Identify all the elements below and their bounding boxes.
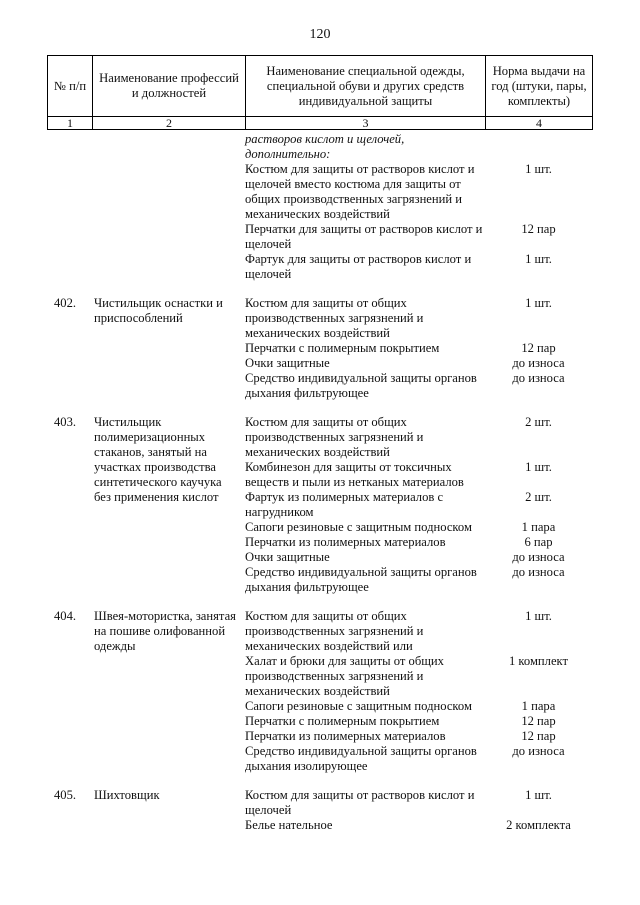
equipment-norm: до износа xyxy=(512,356,565,370)
equipment-list xyxy=(245,609,592,774)
equipment-item xyxy=(245,520,592,535)
equipment-norm: 12 пар xyxy=(521,714,556,728)
equipment-name: Средство индивидуальной защиты органов дыхания изолирующее xyxy=(245,744,477,773)
row-number: 402. xyxy=(54,296,77,310)
table-row xyxy=(47,788,592,833)
header-col-profession: Наименование профессий и должностей xyxy=(93,56,246,117)
equipment-name: Костюм для защиты от общих производственных загрязнений и механических воздействий или xyxy=(245,609,424,653)
equipment-item xyxy=(245,222,592,252)
equipment-name: Перчатки с полимерным покрытием xyxy=(245,341,440,355)
equipment-name: Перчатки с полимерным покрытием xyxy=(245,714,440,728)
equipment-name: Костюм для защиты от растворов кислот и щелочей вместо костюма для защиты от общих производственных загрязнений и механических воздействий xyxy=(245,162,475,221)
header-num-2: 2 xyxy=(93,117,246,130)
equipment-item xyxy=(245,490,592,520)
equipment-norm: до износа xyxy=(512,550,565,564)
equipment-item xyxy=(245,356,592,371)
equipment-norm: 1 пара xyxy=(521,520,556,534)
header-col-norm: Норма выдачи на год (штуки, пары, комплекты) xyxy=(486,56,593,117)
equipment-item xyxy=(245,714,592,729)
equipment-list xyxy=(245,296,592,401)
equipment-item xyxy=(245,550,592,565)
page-number: 120 xyxy=(309,27,331,42)
equipment-name: Очки защитные xyxy=(245,356,330,370)
equipment-norm: 1 шт. xyxy=(525,609,552,623)
equipment-name: Средство индивидуальной защиты органов дыхания фильтрующее xyxy=(245,565,477,594)
table-row xyxy=(47,296,592,401)
equipment-name: Сапоги резиновые с защитным подноском xyxy=(245,699,472,713)
equipment-item xyxy=(245,415,592,460)
row-number: 405. xyxy=(54,788,77,802)
equipment-norm: до износа xyxy=(512,371,565,385)
equipment-item xyxy=(245,460,592,490)
equipment-item xyxy=(245,654,592,699)
equipment-name: Белье нательное xyxy=(245,818,333,832)
equipment-norm: 1 пара xyxy=(521,699,556,713)
equipment-item xyxy=(245,371,592,401)
profession-name: Чистильщик оснастки и приспособлений xyxy=(94,296,223,325)
header-col-number: № п/п xyxy=(48,56,93,117)
equipment-item xyxy=(245,341,592,356)
table-header xyxy=(47,55,593,130)
equipment-name: Перчатки из полимерных материалов xyxy=(245,729,446,743)
equipment-norm: 1 комплект xyxy=(508,654,569,668)
equipment-name: Костюм для защиты от общих производственных загрязнений и механических воздействий xyxy=(245,415,424,459)
equipment-name: Сапоги резиновые с защитным подноском xyxy=(245,520,472,534)
equipment-item xyxy=(245,565,592,595)
continuation-block xyxy=(245,132,592,282)
equipment-name: Фартук для защиты от растворов кислот и щелочей xyxy=(245,252,472,281)
table-row xyxy=(47,415,592,595)
equipment-item xyxy=(245,535,592,550)
equipment-item xyxy=(245,252,592,282)
equipment-norm: 1 шт. xyxy=(525,252,552,266)
equipment-item xyxy=(245,729,592,744)
header-num-3: 3 xyxy=(246,117,486,130)
equipment-item xyxy=(245,162,592,222)
equipment-norm: 12 пар xyxy=(521,222,556,236)
header-col-equipment: Наименование специальной одежды, специальной обуви и других средств индивидуальной защиты xyxy=(246,56,486,117)
equipment-norm: 1 шт. xyxy=(525,296,552,310)
equipment-item xyxy=(245,818,592,833)
equipment-name: Фартук из полимерных материалов с нагрудником xyxy=(245,490,444,519)
profession-name: Швея-мотористка, занятая на пошиве олифованной одежды xyxy=(94,609,236,653)
equipment-norm: до износа xyxy=(512,744,565,758)
equipment-norm: 6 пар xyxy=(524,535,553,549)
equipment-norm: 1 шт. xyxy=(525,162,552,176)
profession-name: Шихтовщик xyxy=(94,788,160,802)
equipment-item xyxy=(245,699,592,714)
equipment-norm: 1 шт. xyxy=(525,460,552,474)
row-number: 403. xyxy=(54,415,77,429)
equipment-name: Перчатки из полимерных материалов xyxy=(245,535,446,549)
equipment-list xyxy=(245,415,592,595)
header-num-4: 4 xyxy=(486,117,593,130)
table-body xyxy=(47,132,592,833)
equipment-name: Халат и брюки для защиты от общих производственных загрязнений и механических воздействий xyxy=(245,654,444,698)
equipment-norm: 2 шт. xyxy=(525,415,552,429)
equipment-name: Средство индивидуальной защиты органов дыхания фильтрующее xyxy=(245,371,477,400)
equipment-name: Комбинезон для защиты от токсичных веществ и пыли из нетканых материалов xyxy=(245,460,464,489)
equipment-norm: 2 комплекта xyxy=(506,818,571,832)
equipment-norm: 1 шт. xyxy=(525,788,552,802)
profession-name: Чистильщик полимеризационных стаканов, занятый на участках производства синтетического каучука без применения кислот xyxy=(94,415,222,504)
equipment-norm: 2 шт. xyxy=(525,490,552,504)
header-num-1: 1 xyxy=(48,117,93,130)
equipment-name: Костюм для защиты от растворов кислот и щелочей xyxy=(245,788,475,817)
table-row xyxy=(47,609,592,774)
equipment-name: Костюм для защиты от общих производственных загрязнений и механических воздействий xyxy=(245,296,424,340)
equipment-norm: до износа xyxy=(512,565,565,579)
equipment-name: Очки защитные xyxy=(245,550,330,564)
equipment-item xyxy=(245,744,592,774)
equipment-norm: 12 пар xyxy=(521,729,556,743)
equipment-list xyxy=(245,788,592,833)
equipment-name: Перчатки для защиты от растворов кислот и щелочей xyxy=(245,222,483,251)
equipment-norm: 12 пар xyxy=(521,341,556,355)
row-number: 404. xyxy=(54,609,77,623)
equipment-item xyxy=(245,609,592,654)
equipment-item xyxy=(245,788,592,818)
equipment-item xyxy=(245,296,592,341)
continuation-italic-text: растворов кислот и щелочей, дополнительно: xyxy=(245,132,405,161)
